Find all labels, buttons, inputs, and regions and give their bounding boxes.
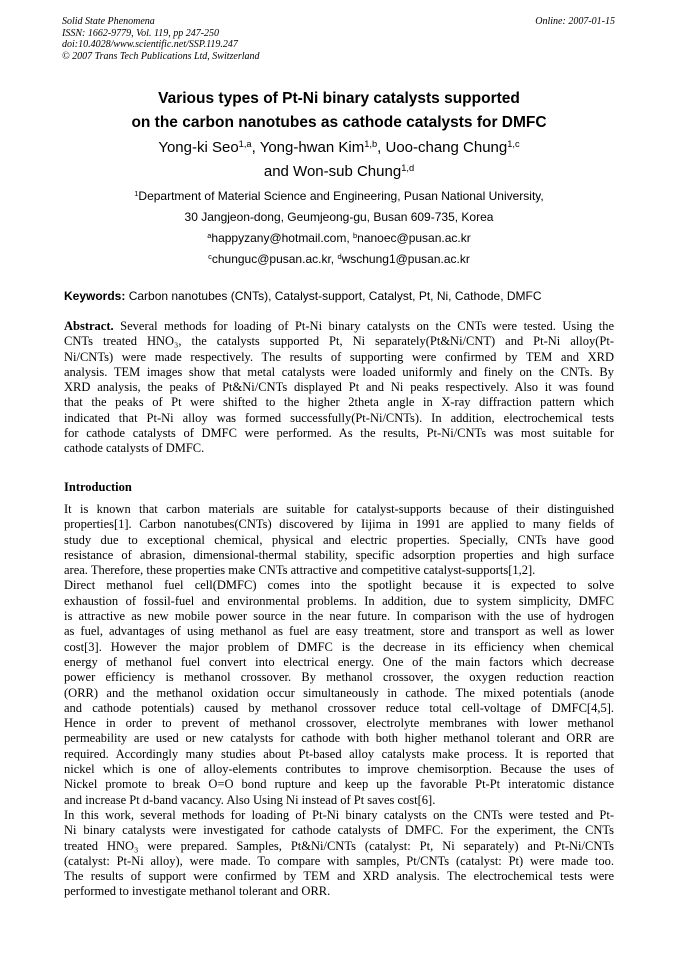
abstract-line: CNTs treated HNO₃, the catalysts supported Pt, Ni separately(Pt&Ni/CNT) and Pt-Ni alloy(Pt- xyxy=(64,334,614,349)
section-heading-introduction: Introduction xyxy=(64,480,132,494)
intro-line: cost[3]. However the major problem of DMFC is the decrease in its efficiency when chemical xyxy=(64,639,614,654)
intro-line: (catalyst: Pt-Ni alloy), were made. To compare with samples, Pt/CNTs (catalyst: Pt) were made too. xyxy=(64,853,614,868)
online-date: Online: 2007-01-15 xyxy=(535,16,615,27)
affiliation-line-1 xyxy=(0,189,678,203)
author-line-1: Yong-ki Seo$^{1,a}$, Yong-hwan Kim$^{1,b}$, Uoo-chang Chung$^{1,c}$ xyxy=(158,138,520,156)
email-sup: c xyxy=(208,251,212,261)
abstract-block xyxy=(64,319,614,457)
intro-line: The results of support were confirmed by TEM and XRD analysis. The electrochemical tests were xyxy=(64,869,614,884)
email-address: nanoec@pusan.ac.kr xyxy=(357,231,471,245)
copyright-line: © 2007 Trans Tech Publications Ltd, Switzerland xyxy=(62,50,260,62)
email-address: happyzany@hotmail.com, xyxy=(211,231,353,245)
email-sup: b xyxy=(353,230,358,240)
keywords-label: Keywords: xyxy=(64,289,126,303)
author-name: Uoo-chang Chung xyxy=(385,139,508,156)
intro-line: exhaustion of fossil-fuel and environmental problems. In addition, due to system simplicity, DMFC xyxy=(64,593,614,608)
journal-header xyxy=(62,16,260,62)
intro-line: It is known that carbon materials are suitable for catalyst-supports because of their distinguished xyxy=(64,502,614,516)
author-name: Yong-hwan Kim xyxy=(259,139,365,156)
email-sup: a xyxy=(207,230,212,240)
email-line-1 xyxy=(0,231,678,245)
intro-line: area. Therefore, these properties make CNTs attractive and competitive catalyst-supports[1,2]. xyxy=(64,563,536,578)
abstract-line: analysis. TEM images show that metal catalysts were loaded uniformly and finely on the CNTs. By xyxy=(64,364,614,379)
email-sup: d xyxy=(337,251,342,261)
intro-line: permeability are used or new catalysts for cathode with both higher methanol tolerant and ORR are xyxy=(64,731,614,746)
abstract-line: cathode catalysts of DMFC. xyxy=(64,441,205,456)
keywords-line xyxy=(64,289,542,303)
abstract-line: Ni/CNTs) were made respectively. The results of supporting were confirmed by TEM and XRD xyxy=(64,349,614,364)
abstract-line: that the peaks of Pt were shifted to the higher 2theta angle in X-ray diffraction pattern which xyxy=(64,395,614,410)
abstract-line: Abstract. Several methods for loading of Pt-Ni binary catalysts on the CNTs were tested. Using the xyxy=(64,319,614,333)
author-line-2 xyxy=(0,163,678,180)
email-line-2 xyxy=(0,252,678,266)
email-address: chunguc@pusan.ac.kr, xyxy=(211,252,338,266)
intro-line: power efficiency is methanol crossover. By methanol crossover, the oxygen reduction reaction xyxy=(64,670,614,685)
paper-title-line-1: Various types of Pt-Ni binary catalysts supported xyxy=(158,90,520,107)
affiliation-sup: 1 xyxy=(134,188,139,198)
affiliation-text: Department of Material Science and Engineering, Pusan National University, xyxy=(138,189,544,203)
author-affil-sup: 1,a xyxy=(238,138,252,149)
doi-line: doi:10.4028/www.scientific.net/SSP.119.247 xyxy=(62,39,238,50)
intro-line: properties[1]. Carbon nanotubes(CNTs) discovered by Iijima in 1991 are applied to many fields of xyxy=(64,517,614,532)
intro-line: Hence in order to prevent of methanol crossover, electrolyte membranes with lower methanol xyxy=(64,716,614,731)
introduction-block xyxy=(64,502,614,900)
intro-line: treated HNO₃ were prepared. Samples, Pt&Ni/CNTs (catalyst: Pt, Ni separately) and Pt-Ni/CNTs xyxy=(64,838,614,853)
keywords-text: Carbon nanotubes (CNTs), Catalyst-support, Catalyst, Pt, Ni, Cathode, DMFC xyxy=(125,289,542,303)
intro-line: performed to investigate methanol tolerant and ORR. xyxy=(64,884,331,899)
intro-line: resistance of abrasion, dimensional-thermal stability, specific adsorption properties and high surface xyxy=(64,547,614,562)
journal-name: Solid State Phenomena xyxy=(62,16,155,27)
abstract-label: Abstract. xyxy=(64,319,114,333)
intro-line: In this work, several methods for loading of Pt-Ni binary catalysts on the CNTs were tested and Pt- xyxy=(64,807,614,822)
intro-line: (ORR) and the methanol oxidation occur simultaneously in cathode. The mixed potentials (anode xyxy=(64,685,614,700)
author-name: and Won-sub Chung xyxy=(263,163,402,180)
intro-line: study due to exceptional chemical, physical and electric properties. Specially, CNTs have good xyxy=(64,532,614,547)
intro-line: Direct methanol fuel cell(DMFC) comes into the spotlight because it is expected to solve xyxy=(64,578,614,593)
author-affil-sup: 1,d xyxy=(401,162,415,173)
intro-line: is attractive as new mobile power source in the near future. In comparison with the use of hydrogen xyxy=(64,609,614,624)
affiliation-line-2: 30 Jangjeon-dong, Geumjeong-gu, Busan 609-735, Korea xyxy=(184,210,494,224)
issn-line: ISSN: 1662-9779, Vol. 119, pp 247-250 xyxy=(62,27,220,39)
intro-line: nickel which is one of alloy-elements contributes to improve chemisorption. Because the uses of xyxy=(64,762,614,777)
intro-line: and increase Pt d-band vacancy. Also Using Ni instead of Pt saves cost[6]. xyxy=(64,792,436,807)
intro-line: Nickel promote to break O=O bond rupture and keep up the favorable Pt-Pt interatomic distance xyxy=(64,777,614,792)
intro-line: and cathode potentials) caused by methanol crossover reduce total cell-voltage of DMFC[4,5]. xyxy=(64,700,614,715)
intro-line: energy of methanol fuel convert into electrical energy. One of the main factors which decrease xyxy=(64,654,614,669)
author-affil-sup: 1,b xyxy=(364,138,378,149)
intro-line: Ni binary catalysts were investigated for cathode catalysts of DMFC. For the experiment, the CNTs xyxy=(64,823,614,838)
intro-line: required. Accordingly many studies about Pt-based alloy catalysts make process. It is reported that xyxy=(64,746,614,761)
author-affil-sup: 1,c xyxy=(507,138,520,149)
intro-line: as fuel, advantages of using methanol as fuel are easy treatment, store and transport as well as lower xyxy=(64,624,614,639)
abstract-line: indicated that Pt-Ni alloy was formed successfully(Pt-Ni/CNTs). In addition, electrochemical tests xyxy=(64,410,614,425)
author-name: Yong-ki Seo xyxy=(158,139,239,156)
abstract-line: for cathode catalysts of DMFC were performed. As the results, Pt-Ni/CNTs was most suitable for xyxy=(64,426,614,441)
abstract-line: XRD analysis, the peaks of Pt&Ni/CNTs displayed Pt and Ni peaks respectively. Also it was found xyxy=(64,380,614,395)
email-address: wschung1@pusan.ac.kr xyxy=(341,252,470,266)
paper-title-line-2: on the carbon nanotubes as cathode catalysts for DMFC xyxy=(131,114,547,131)
